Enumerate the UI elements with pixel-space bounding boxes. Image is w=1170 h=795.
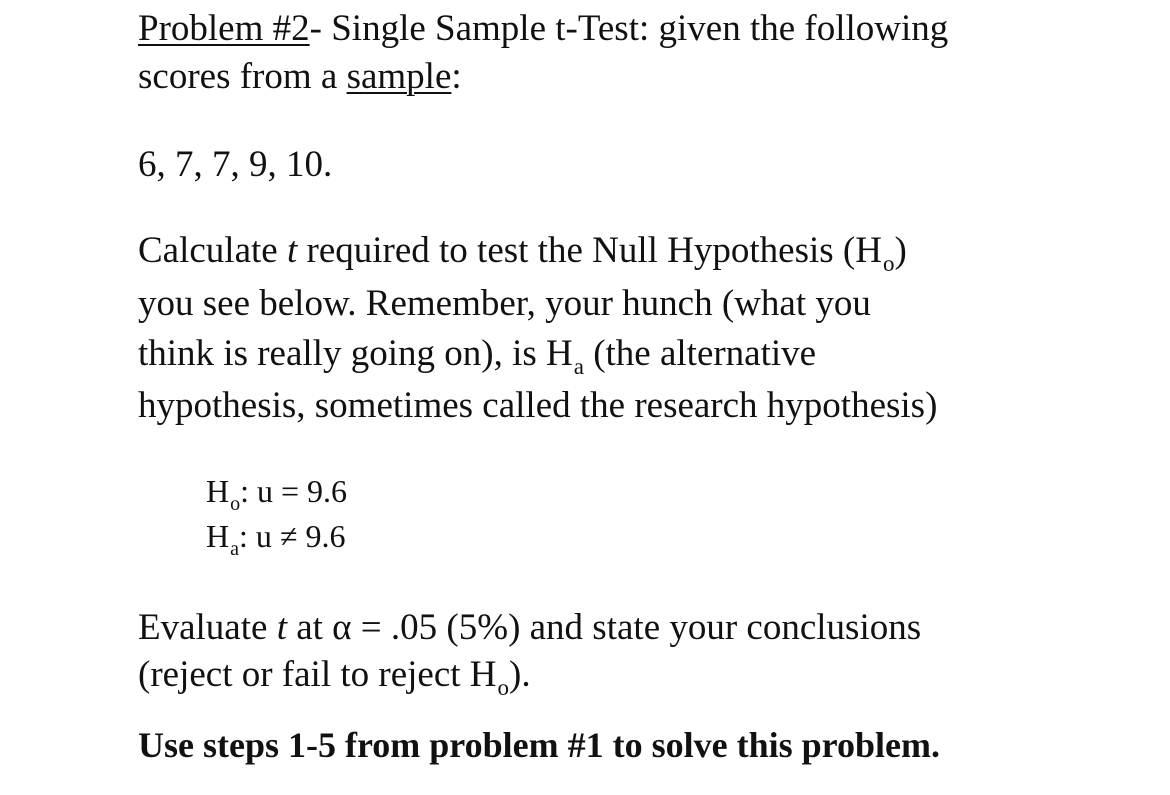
instructions-line-2: you see below. Remember, your hunch (what you [138,283,871,324]
alt-h-subscript: a [230,538,239,560]
alt-h-expression: : u ≠ 9.6 [239,518,346,554]
instructions-line-4: hypothesis, sometimes called the research hypothesis) [138,385,938,426]
evaluate-line-2 [138,654,531,700]
instructions-line-3 [138,333,817,379]
instr3-b: (the alternative [583,333,817,374]
eval-null-subscript: o [497,675,509,700]
instructions-line-1 [138,230,907,276]
instr3-a: think is really going on), is H [138,333,573,374]
evaluate-line-1 [138,609,921,646]
alt-subscript: a [573,354,584,379]
eval1-b: at α = .05 (5%) and state your conclusions [286,607,922,648]
problem-heading-line2 [138,58,462,95]
eval2-b: ). [509,654,531,695]
alt-h: H [206,518,230,554]
footer-instruction: Use steps 1-5 from problem #1 to solve this problem. [138,725,940,765]
problem-label: Problem #2 [138,8,310,49]
problem-title: - Single Sample t-Test: given the following [309,8,949,49]
instr1-c: ) [894,230,907,271]
instr1-a: Calculate [138,230,287,271]
sample-scores: 6, 7, 7, 9, 10. [138,144,333,185]
t-symbol: t [286,230,298,271]
heading-line2-text: scores from a [138,56,347,97]
null-h: H [206,473,230,509]
eval2-a: (reject or fail to reject H [138,654,497,695]
instr1-b: required to test the Null Hypothesis (H [297,230,882,271]
null-subscript: o [882,251,895,276]
eval-t-symbol: t [276,607,287,648]
problem-heading [138,10,948,47]
null-h-expression: : u = 9.6 [240,473,348,509]
heading-line2-colon: : [451,56,462,97]
sample-word: sample [346,56,452,97]
null-hypothesis [206,473,348,515]
null-h-subscript: o [230,493,241,515]
alternative-hypothesis [206,518,346,560]
eval1-a: Evaluate [138,607,277,648]
